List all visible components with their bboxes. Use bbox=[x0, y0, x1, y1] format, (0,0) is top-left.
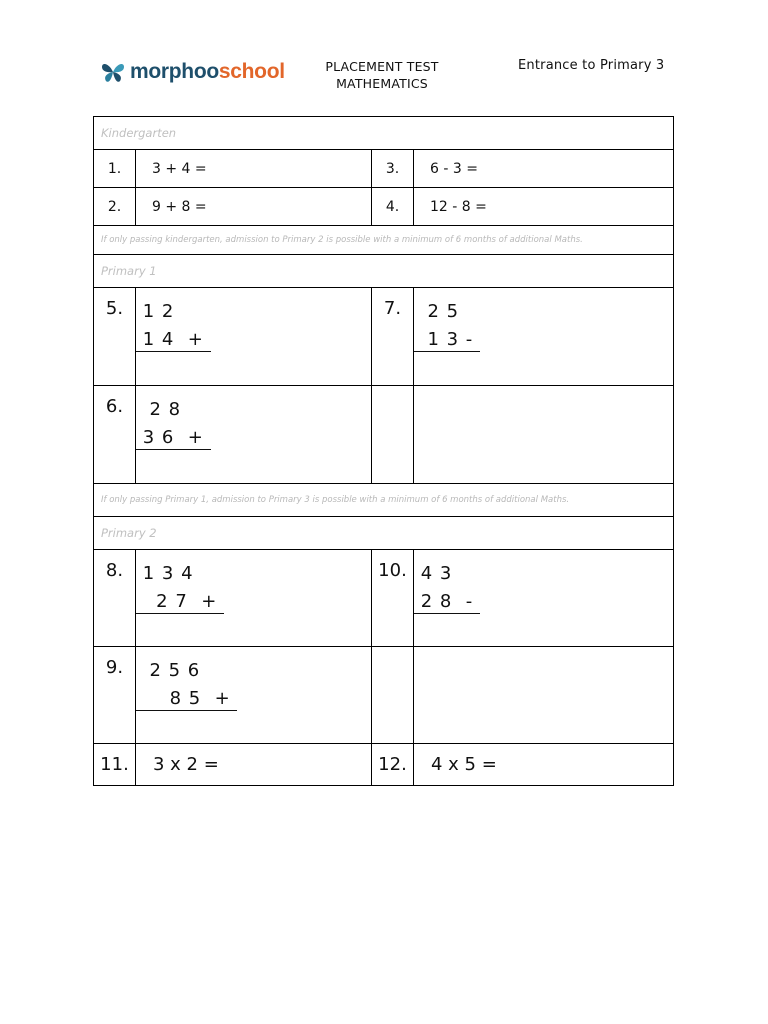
logo-text-school: school bbox=[218, 60, 285, 83]
question-6 bbox=[136, 386, 372, 484]
empty-cell bbox=[414, 386, 674, 484]
question-number: 2. bbox=[94, 188, 136, 226]
question-2: 9 + 8 = bbox=[136, 188, 372, 226]
operand-1: 2 5 bbox=[414, 301, 460, 322]
question-number: 6. bbox=[94, 386, 136, 484]
question-8 bbox=[136, 550, 372, 647]
test-title bbox=[300, 58, 464, 92]
operand-1: 1 3 4 bbox=[136, 563, 194, 584]
operand-1: 2 5 6 bbox=[136, 660, 201, 681]
operand-2: 2 8 - bbox=[414, 591, 481, 612]
question-1: 3 + 4 = bbox=[136, 150, 372, 188]
logo-wordmark bbox=[130, 60, 285, 84]
operand-1: 4 3 bbox=[414, 563, 453, 584]
question-4: 12 - 8 = bbox=[414, 188, 674, 226]
question-number: 4. bbox=[372, 188, 414, 226]
test-table bbox=[93, 116, 674, 786]
question-11: 3 x 2 = bbox=[136, 744, 372, 786]
question-number: 1. bbox=[94, 150, 136, 188]
empty-cell bbox=[372, 647, 414, 744]
entrance-label: Entrance to Primary 3 bbox=[518, 58, 665, 73]
question-12: 4 x 5 = bbox=[414, 744, 674, 786]
empty-cell bbox=[414, 647, 674, 744]
question-5 bbox=[136, 288, 372, 386]
operand-2: 2 7 + bbox=[136, 591, 225, 612]
question-number: 10. bbox=[372, 550, 414, 647]
question-10 bbox=[414, 550, 674, 647]
question-3: 6 - 3 = bbox=[414, 150, 674, 188]
section-primary-1: Primary 1 bbox=[94, 255, 674, 288]
question-number: 12. bbox=[372, 744, 414, 786]
operand-1: 1 2 bbox=[136, 301, 175, 322]
question-number: 3. bbox=[372, 150, 414, 188]
operand-1: 2 8 bbox=[136, 399, 182, 420]
operand-2: 3 6 + bbox=[136, 427, 211, 448]
question-number: 5. bbox=[94, 288, 136, 386]
logo bbox=[100, 56, 285, 88]
logo-text-morphoo: morphoo bbox=[130, 60, 219, 83]
title-line-1: PLACEMENT TEST bbox=[325, 59, 439, 74]
question-7 bbox=[414, 288, 674, 386]
section-primary-2: Primary 2 bbox=[94, 517, 674, 550]
title-line-2: MATHEMATICS bbox=[336, 76, 428, 91]
butterfly-logo-icon bbox=[100, 59, 126, 85]
question-number: 7. bbox=[372, 288, 414, 386]
section-kindergarten: Kindergarten bbox=[94, 117, 674, 150]
operand-2: 1 3 - bbox=[414, 329, 481, 350]
operand-2: 1 4 + bbox=[136, 329, 211, 350]
question-number: 11. bbox=[94, 744, 136, 786]
primary-1-note: If only passing Primary 1, admission to Primary 3 is possible with a minimum of 6 months of additional Maths. bbox=[94, 484, 674, 517]
question-9 bbox=[136, 647, 372, 744]
empty-cell bbox=[372, 386, 414, 484]
kindergarten-note: If only passing kindergarten, admission to Primary 2 is possible with a minimum of 6 months of additional Maths. bbox=[94, 226, 674, 255]
question-number: 8. bbox=[94, 550, 136, 647]
question-number: 9. bbox=[94, 647, 136, 744]
operand-2: 8 5 + bbox=[136, 688, 238, 709]
